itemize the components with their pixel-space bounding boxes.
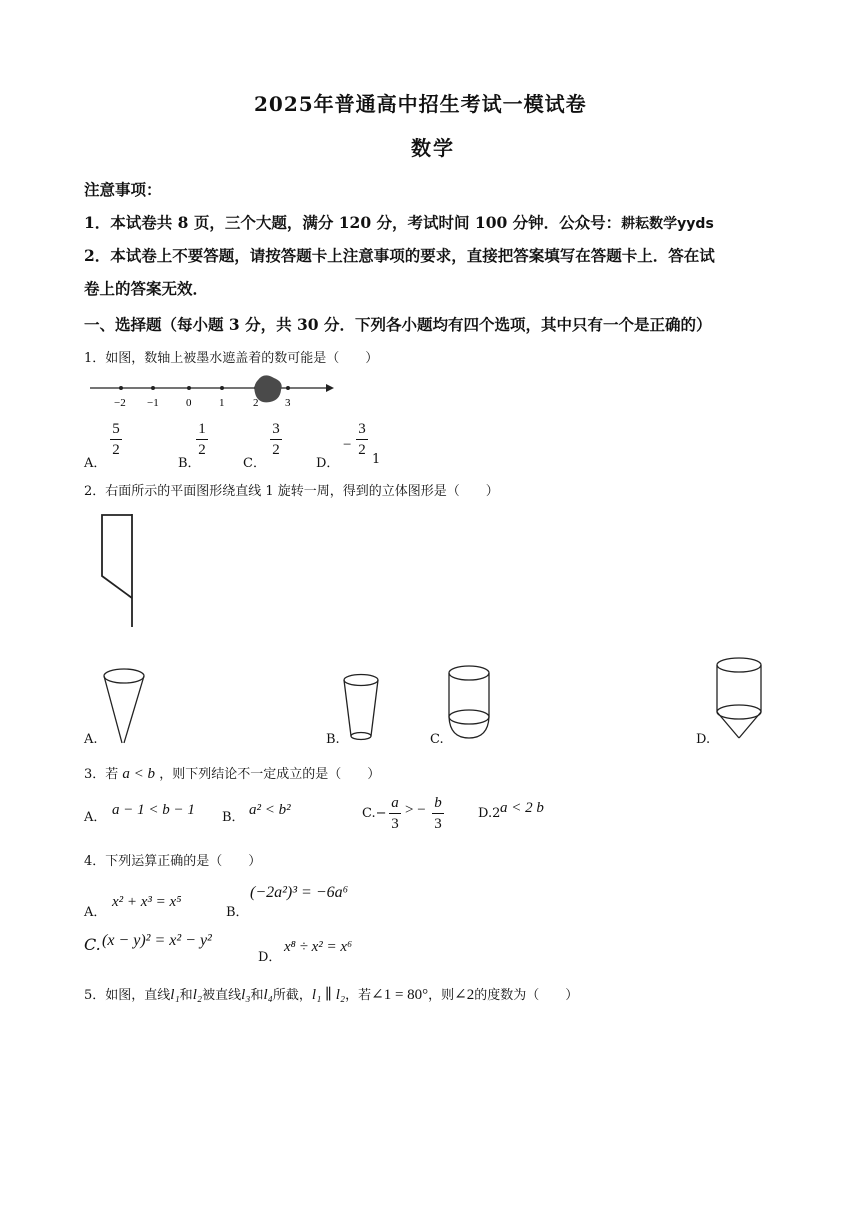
notice-item-1-text: 1．本试卷共 8 页，三个大题，满分 120 分，考试时间 100 分钟．公众号： [84,213,622,232]
q1-option-d-label: D． [316,456,340,471]
q2-option-a-cone [100,667,150,747]
q1-option-d-tail: 1 [372,452,381,467]
q5-text-2: 和 [179,988,193,1003]
q5-text-7: ，则 [428,988,455,1003]
q1-option-c-fraction: 3 2 [270,421,282,458]
q3-option-a-math: a − 1 < b − 1 [112,802,195,818]
q5-text-6: ，若 [345,988,372,1003]
q3-option-b-label: B． [222,810,245,825]
tick-label: 2 [253,397,259,409]
q3-option-a-label: A． [84,810,107,825]
q4-stem: 4．下列运算正确的是（ ） [84,854,262,869]
q1-option-d-fraction: 3 2 [356,421,368,458]
q5-angle-2: ∠2 [454,987,475,1003]
q3-option-c-middle: > − [405,802,426,818]
q1-stem: 1．如图，数轴上被墨水遮盖着的数可能是（ ） [84,351,379,366]
q5-line-l1: l₁ [170,987,180,1003]
q5-parallel: l₁ ∥ l₂ [311,987,346,1003]
q3-option-c-fraction-2: b 3 [432,795,444,832]
notice-heading: 注意事项： [84,180,162,199]
q3-option-c-fraction-1: a 3 [389,795,401,832]
q5-stem [84,984,578,1004]
q2-option-c-label: C. [430,732,444,747]
tick-label: 1 [219,397,225,409]
plane-shape-outline [102,515,132,598]
q2-option-b-label: B. [326,732,340,747]
q4-option-b-math: (−2a²)³ = −6a⁶ [250,884,349,901]
tick-label: −1 [147,397,159,409]
q5-line-l2: l₂ [192,987,203,1003]
q1-option-a-fraction: 5 2 [110,421,122,458]
notice-item-1 [84,211,714,233]
tick-label: 3 [285,397,291,409]
q4-option-b-label: B． [226,905,249,920]
tick-label: 0 [186,397,192,409]
q2-option-d-cylinder-cone [712,654,768,744]
q4-option-c-math: (x − y)² = x² − y² [102,932,212,949]
q2-option-d-label: D. [696,732,711,747]
q3-stem-math: a < b [122,766,156,782]
subject-title: 数学 [411,136,455,160]
q3-stem-pre: 3．若 [84,767,119,782]
q4-option-a-label: A． [84,905,107,920]
q5-angle-1: ∠1 = 80° [371,987,429,1003]
q3-option-c-label: C.− [362,806,387,821]
q1-option-d-sign: − [343,437,352,453]
q1-option-c-label: C． [243,456,266,471]
q4-option-a-math: x² + x³ = x⁵ [112,894,182,910]
page-title: 2025年普通高中招生考试一模试卷 [254,92,587,116]
q1-option-b-fraction: 1 2 [196,421,208,458]
q3-stem-post: ，则下列结论不一定成立的是（ ） [159,767,381,782]
notice-item-1-tail: 耕耘数学yyds [621,216,714,232]
q5-text-8: 的度数为（ ） [474,988,579,1003]
q1-option-b-label: B． [178,456,201,471]
arrow-right-icon [326,384,334,392]
q3-option-d-math: a < 2 b [500,800,544,816]
q5-line-l3: l₃ [241,987,251,1003]
section-1-heading: 一、选择题（每小题 3 分，共 30 分．下列各小题均有四个选项，其中只有一个是正确的） [84,315,712,334]
q5-text-1: 5．如图，直线 [84,988,171,1003]
q3-option-b-math: a² < b² [249,802,291,818]
notice-item-2-line-1: 2．本试卷上不要答题，请按答题卡上注意事项的要求，直接把答案填写在答题卡上．答在试 [84,246,715,265]
q4-option-d-label: D． [258,950,282,965]
q5-text-3: 被直线 [202,988,242,1003]
q2-option-a-label: A. [84,732,98,747]
q5-text-4: 和 [250,988,264,1003]
q4-option-c-label: C. [84,935,101,954]
q2-plane-figure [96,512,146,630]
q5-text-5: 所截， [272,988,312,1003]
q2-option-c-cylinder-hemisphere [444,662,496,744]
q3-stem [84,763,380,783]
notice-item-2-line-2: 卷上的答案无效． [84,279,209,298]
tick-label: −2 [114,397,126,409]
q2-option-b-frustum [340,672,384,744]
q1-option-a-label: A． [84,456,107,471]
q2-stem: 2．右面所示的平面图形绕直线 1 旋转一周，得到的立体图形是（ ） [84,484,499,499]
q5-line-l4: l₄ [263,987,273,1003]
q4-option-d-math: x⁸ ÷ x² = x⁶ [284,939,353,955]
number-line-figure [88,376,338,412]
q3-option-d-label: D.2 [478,806,501,821]
